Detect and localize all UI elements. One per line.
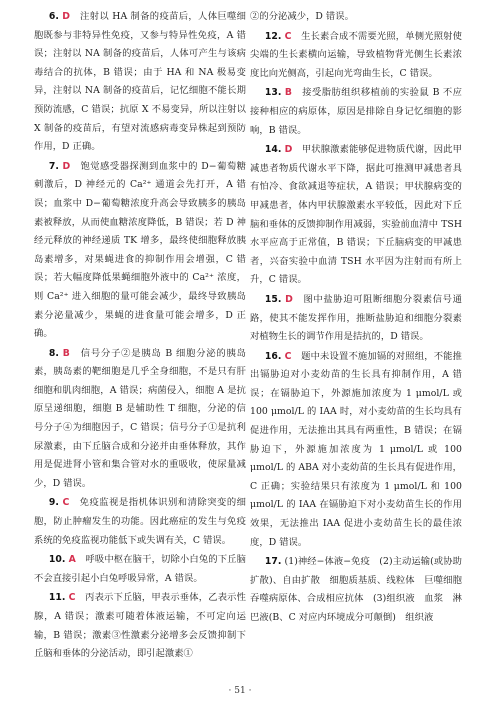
explanation-text: 题中未设置不施加镉的对照组，不能推出镉胁迫对小麦幼苗的生长具有抑制作用，A 错误；在镉胁迫下，外源施加浓度为 1 μmol/L 或 100 μmol/L 的 IAA 时，对小麦幼苗的生长均具有促进作用，无法推出其具有两重性，B 错误；在镉胁迫下，外源施加浓度为 1 μmol/L 或 100 μmol/L 的 ABA 对小麦幼苗的生长具有促进作用，C 正确；实验结果只有浓度为 1 μmol/L 和 100 μmol/L 的 IAA 在镉胁迫下对小麦幼苗生长的作用效果，无法推出 IAA 促进小麦幼苗生长的最佳浓度，D 错误。 [250,350,463,548]
question-number: 16. [264,350,282,362]
page-number: · 51 · [228,686,252,696]
answer-item [250,84,462,140]
explanation-text: ②的分泌减少，D 错误。 [250,11,354,22]
answer-letter: A [68,554,76,566]
answer-continuation [250,8,462,27]
question-number: 15. [264,293,282,305]
question-number: 6. [48,11,59,22]
explanation-text: 图中盐胁迫可阻断细胞分裂素信号通路，使其不能发挥作用，推断盐胁迫和细胞分裂素对植物生长的调节作用是拮抗的，D 错误。 [250,293,462,343]
question-number: 14. [264,144,282,156]
answer-letter: D [62,11,71,22]
answer-letter: D [284,144,293,156]
explanation-text: 免疫监视是指机体识别和清除突变的细胞，防止肿瘤发生的功能。因此癌症的发生与免疫系统的免疫监视功能低下或失调有关，C 错误。 [34,497,246,546]
explanation-text: 丙表示下丘脑，甲表示垂体，乙表示性腺，A 错误；激素可随着体液运输，不可定向运输，B 错误；激素③性激素分泌增多会反馈抑制下丘脑和垂体的分泌活动，即引起激素① [34,592,246,660]
answer-letter: C [284,30,292,42]
question-number: 13. [264,87,282,99]
question-number: 8. [48,347,59,359]
question-number: 9. [48,497,59,509]
question-number: 7. [48,160,59,172]
left-column [34,8,246,665]
answer-item [250,348,462,553]
answer-letter: C [284,350,292,362]
question-number: 17. [264,556,282,568]
explanation-text: 饱觉感受器探测到血浆中的 D−葡萄糖刺激后，D 神经元的 Ca²⁺ 通道会先打开，A 错误；血浆中 D−葡萄糖浓度升高会导致胰多的胰岛素被释放，从而使血糖浓度降低，B 错误；若 D 神经元释放的神经递质 TK 增多，最终使细胞释放胰岛素增多，对果蝇进食的抑制作用会增强，C 错误；若大幅度降低果蝇细胞外液中的 Ca²⁺ 浓度，则 Ca²⁺ 进入细胞的量可能会减少，最终导致胰岛素分泌量减少，果蝇的进食量可能会增多，D 正确。 [34,160,246,340]
answer-item [34,8,246,157]
answer-item [34,494,246,550]
answer-item [34,551,246,588]
answer-item [34,345,246,494]
explanation-text: 注射以 HA 制备的疫苗后，人体巨噬细胞既参与非特异性免疫，又参与特异性免疫，A 错误；注射以 NA 制备的疫苗后，人体可产生与该病毒结合的抗体，B 错误；由于 HA 和 NA 极易变异，注射以 NA 制备的疫苗后，记忆细胞不能长期预防流感，C 错误；抗原 X 不易变异，所以注射以 X 制备的疫苗后，有望对流感病毒变异株起到预防作用，D 正确。 [34,11,246,153]
explanation-text: 甲状腺激素能够促进物质代谢，因此甲减患者物质代谢水平下降，据此可推测甲减患者具有怕冷、食欲减退等症状，A 错误；甲状腺病变的甲减患者，体内甲状腺激素水平较低，因此对下丘脑和垂体的反馈抑制作用减弱，实验前血清中 TSH 水平应高于正常值，B 错误；下丘脑病变的甲减患者，兴奋实验中血清 TSH 水平因为注射而有所上升，C 错误。 [250,144,462,286]
answer-letter: B [62,347,70,359]
answer-letter: B [284,87,293,99]
right-column [250,8,462,629]
explanation-text: 信号分子②是胰岛 B 细胞分泌的胰岛素，胰岛素的靶细胞是几乎全身细胞，不是只有肝细胞和肌肉细胞，A 错误；病菌侵入，细胞 A 是抗原呈递细胞，细胞 B 是辅助性 T 细胞，分泌的信号分子④为细胞因子，C 错误；信号分子①是抗利尿激素，由下丘脑合成和分泌并由垂体释放，其作用是促进肾小管和集合管对水的重吸收，使尿量减少，D 错误。 [34,347,246,489]
answer-item [250,141,462,290]
question-number: 11. [48,592,66,604]
answer-item [250,291,462,347]
answer-letter: D [62,160,71,172]
answer-item [250,28,462,84]
answer-letter: C [62,497,70,509]
explanation-text: (1)神经−体液−免疫 (2)主动运输(或协助扩散)、自由扩散 细胞质基质、线粒体 巨噬细胞吞噬病原体、合成相应抗体 (3)组织液 血浆 淋巴液(B、C 对应内环境成分可颠倒) 组织液 [250,556,462,623]
answer-item [34,589,246,663]
explanation-text: 呼吸中枢在脑干，切除小白兔的下丘脑不会直接引起小白兔呼吸异常，A 错误。 [34,554,246,584]
explanation-text: 生长素合成不需要光照，单侧光照射使尖端的生长素横向运输，导致植物背光侧生长素浓度比向光侧高，引起向光弯曲生长，C 错误。 [250,30,462,79]
answer-item [34,158,246,344]
answer-letter: C [68,592,76,604]
answer-item [250,553,462,627]
question-number: 10. [48,554,66,566]
answer-letter: D [285,293,293,305]
explanation-text: 接受脂肪组织移植前的实验鼠 B 不应接种相应的病原体，原因是排除自身记忆细胞的影响，B 错误。 [250,87,462,136]
question-number: 12. [264,30,282,42]
